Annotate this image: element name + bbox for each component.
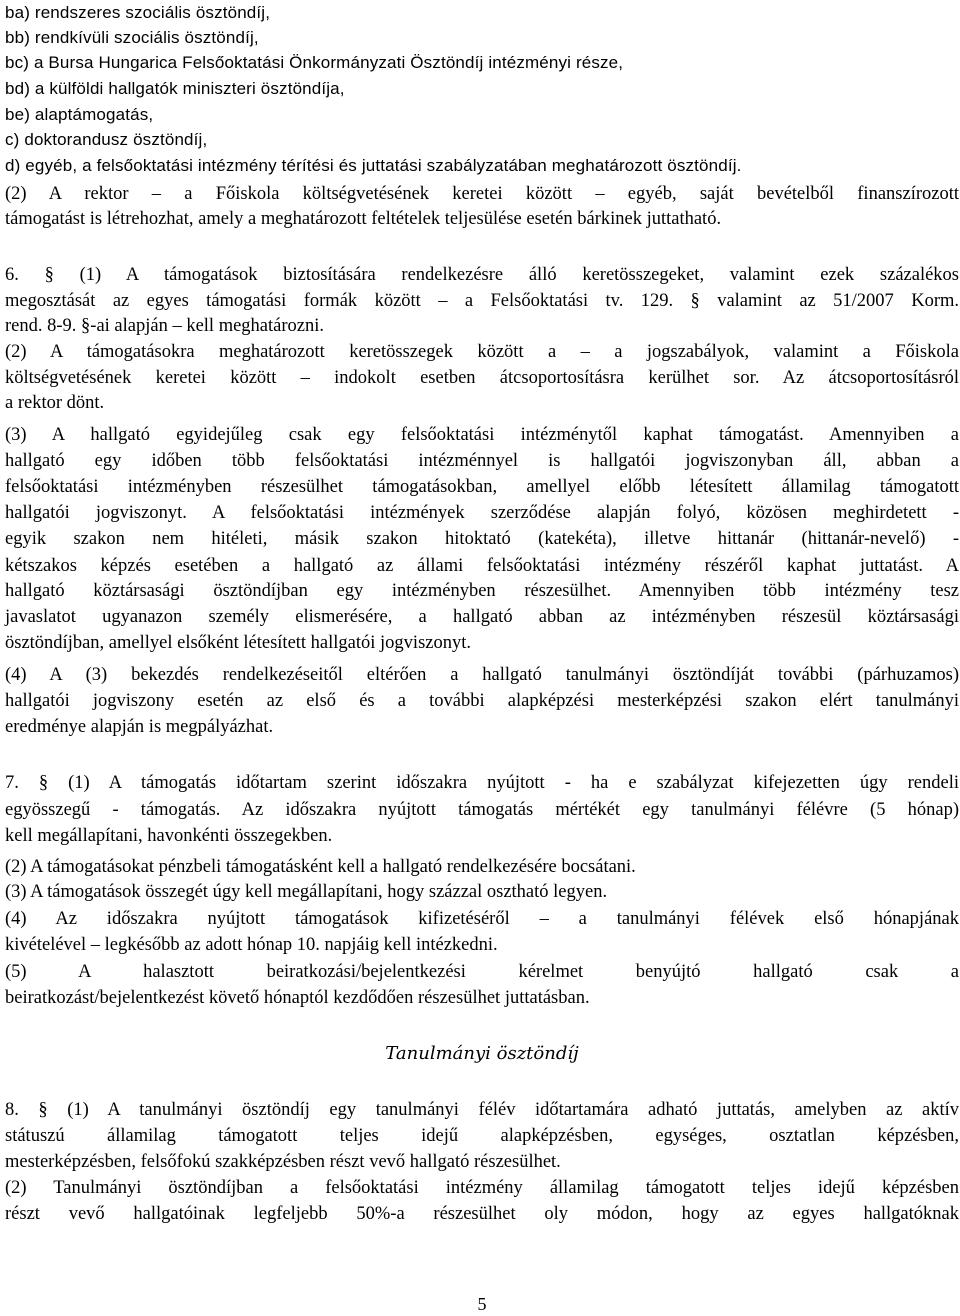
section-6-line: 6. § (1) A támogatások biztosítására rendelkezésre álló keretösszegeket, valamint ezek százalékos: [5, 265, 959, 285]
section-6-line: rend. 8-9. §-ai alapján – kell meghatározni.: [5, 316, 324, 336]
section-6-line: kétszakos képzés esetében a hallgató az állami felsőoktatási intézmény részéről kaphat juttatást. A: [5, 556, 959, 576]
page-number: 5: [477, 1294, 487, 1314]
section-6-line: (3) A hallgató egyidejűleg csak egy felsőoktatási intézménytől kaphat támogatást. Amennyiben a: [5, 425, 959, 445]
list-item-c: c) doktorandusz ösztöndíj,: [5, 130, 208, 149]
list-item-ba: ba) rendszeres szociális ösztöndíj,: [5, 3, 271, 22]
section-6-line: hallgatói jogviszony esetén az első és a további alapképzési mesterképzési szakon elért tanulmányi: [5, 691, 959, 711]
section-6-line: hallgató köztársasági ösztöndíjban egy intézményben részesülhet. Amennyiben több intézmény tesz: [5, 581, 959, 601]
section-6-line: (2) A támogatásokra meghatározott keretösszegek között a – a jogszabályok, valamint a Főiskola: [5, 342, 959, 362]
section-7-line: beiratkozást/bejelentkezést követő hónaptól kezdődően részesülhet juttatásban.: [5, 988, 590, 1008]
section-7-line: kivételével – legkésőbb az adott hónap 10. napjáig kell intézkedni.: [5, 935, 498, 955]
list-item-d: d) egyéb, a felsőoktatási intézmény térítési és juttatási szabályzatában meghatározott ösztöndíj.: [5, 156, 742, 175]
section-6-line: (4) A (3) bekezdés rendelkezéseitől eltérően a hallgató tanulmányi ösztöndíját további (párhuzamos): [5, 665, 959, 685]
section-8-line: részt vevő hallgatóinak legfeljebb 50%-a részesülhet oly módon, hogy az egyes hallgatóknak: [5, 1204, 959, 1224]
section-heading: Tanulmányi ösztöndíj: [385, 1043, 579, 1064]
section-7-line: (5) A halasztott beiratkozási/bejelentkezési kérelmet benyújtó hallgató csak a: [5, 962, 959, 982]
section-7-line: (2) A támogatásokat pénzbeli támogatásként kell a hallgató rendelkezésére bocsátani.: [5, 857, 636, 877]
section-6-line: egyik szakon nem hitéleti, másik szakon hitoktató (katekéta), illetve hittanár (hittanár-nevelő) -: [5, 529, 959, 549]
paragraph-line: támogatást is létrehozhat, amely a meghatározott feltételek teljesülése esetén bárkinek juttatható.: [5, 209, 722, 229]
section-8-line: (2) Tanulmányi ösztöndíjban a felsőoktatási intézmény államilag támogatott teljes idejű képzésben: [5, 1178, 959, 1198]
section-7-line: 7. § (1) A támogatás időtartam szerint időszakra nyújtott - ha e szabályzat kifejezetten úgy rendeli: [5, 773, 959, 793]
section-7-line: egyösszegű - támogatás. Az időszakra nyújtott támogatás mértékét egy tanulmányi félévre (5 hónap): [5, 800, 959, 820]
section-6-line: felsőoktatási intézményben részesülhet támogatásokban, amellyel előbb létesített államilag támogatott: [5, 477, 959, 497]
section-6-line: ösztöndíjban, amellyel elsőként létesített hallgatói jogviszonyt.: [5, 633, 471, 653]
section-6-line: eredménye alapján is megpályázhat.: [5, 717, 274, 737]
list-item-bc: bc) a Bursa Hungarica Felsőoktatási Önkormányzati Ösztöndíj intézményi része,: [5, 53, 624, 72]
list-item-bd: bd) a külföldi hallgatók miniszteri ösztöndíja,: [5, 79, 345, 98]
list-item-bb: bb) rendkívüli szociális ösztöndíj,: [5, 28, 259, 47]
paragraph-line: (2) A rektor – a Főiskola költségvetésének keretei között – egyéb, saját bevételből finanszírozott: [5, 184, 959, 204]
section-6-line: megosztását az egyes támogatási formák között – a Felsőoktatási tv. 129. § valamint az 51/2007 Korm.: [5, 291, 959, 311]
section-8-line: 8. § (1) A tanulmányi ösztöndíj egy tanulmányi félév időtartamára adható juttatás, amelyben az aktív: [5, 1100, 959, 1120]
document-page: [5, 0, 959, 1316]
section-7-line: kell megállapítani, havonkénti összegekben.: [5, 826, 333, 846]
section-6-line: költségvetésének keretei között – indokolt esetben átcsoportosításra kerülhet sor. Az átcsoportosításról: [5, 368, 959, 388]
list-item-be: be) alaptámogatás,: [5, 105, 154, 124]
section-6-line: javaslatot ugyanazon személy elismerésére, a hallgató abban az intézményben részesül köztársasági: [5, 607, 959, 627]
section-7-line: (3) A támogatások összegét úgy kell megállapítani, hogy százzal osztható legyen.: [5, 882, 608, 902]
section-6-line: a rektor dönt.: [5, 393, 105, 413]
section-8-line: mesterképzésben, felsőfokú szakképzésben részt vevő hallgató részesülhet.: [5, 1152, 561, 1172]
section-8-line: státuszú államilag támogatott teljes idejű alapképzésben, egységes, osztatlan képzésben,: [5, 1126, 959, 1146]
section-6-line: hallgató egy időben több felsőoktatási intézménnyel is hallgatói jogviszonyban áll, abban a: [5, 451, 959, 471]
section-6-line: hallgatói jogviszonyt. A felsőoktatási intézmények szerződése alapján folyó, közösen meghirdetett -: [5, 503, 959, 523]
section-7-line: (4) Az időszakra nyújtott támogatások kifizetéséről – a tanulmányi félévek első hónapjának: [5, 909, 959, 929]
